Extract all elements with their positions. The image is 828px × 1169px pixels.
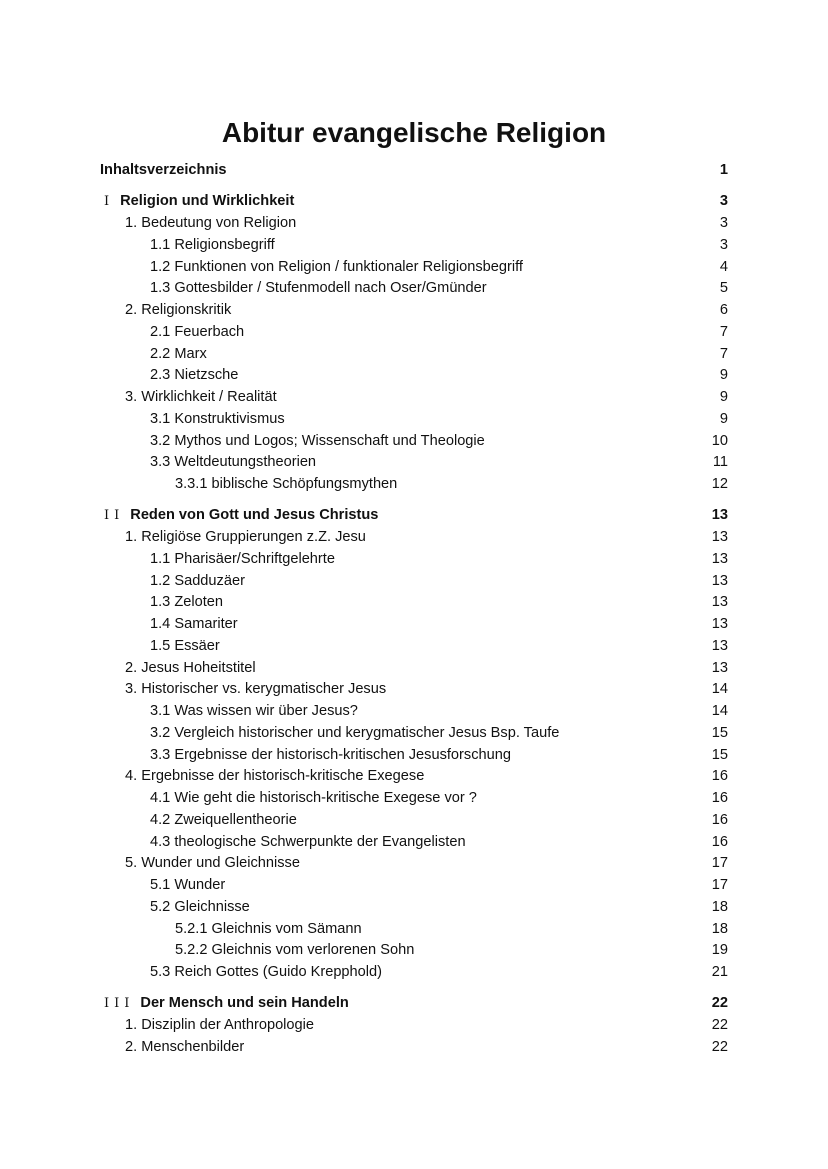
document-title: Abitur evangelische Religion xyxy=(221,116,607,148)
toc-entry[interactable] xyxy=(100,875,728,897)
toc-page-number: 13 xyxy=(711,550,728,567)
toc-entry-label: 3.1 Was wissen wir über Jesus? xyxy=(150,703,358,719)
toc-entry[interactable] xyxy=(100,278,728,300)
toc-entry[interactable] xyxy=(100,636,728,658)
toc-page-number: 9 xyxy=(719,410,728,427)
toc-entry[interactable] xyxy=(100,788,728,810)
toc-entry-label: 4. Ergebnisse der historisch-kritische Exegese xyxy=(125,768,425,785)
toc-entry-label: 1. Disziplin der Anthropologie xyxy=(125,1017,315,1033)
toc-section-heading[interactable] xyxy=(100,191,728,213)
toc-entry[interactable] xyxy=(100,322,728,344)
toc-page-number: 1 xyxy=(719,162,728,178)
toc-page-number: 13 xyxy=(711,529,728,545)
toc-entry[interactable] xyxy=(100,897,728,919)
toc-entry[interactable] xyxy=(100,365,728,387)
toc-page-number: 17 xyxy=(711,855,728,872)
toc-section-heading[interactable] xyxy=(100,505,728,527)
toc-entry-label-wrap xyxy=(150,614,238,636)
toc-entry-label: 3.2 Mythos und Logos; Wissenschaft und Theologie xyxy=(150,432,485,449)
toc-page-number: 17 xyxy=(711,877,728,893)
toc-entry[interactable] xyxy=(100,679,728,701)
toc-entry[interactable] xyxy=(100,962,728,984)
toc-entry-label: 2. Menschenbilder xyxy=(125,1038,245,1055)
toc-page-number: 5 xyxy=(719,280,728,297)
toc-entry-label: 2. Jesus Hoheitstitel xyxy=(125,659,256,676)
toc-entry-label: 5.1 Wunder xyxy=(150,877,226,893)
toc-entry[interactable] xyxy=(100,344,728,366)
toc-page-number: 14 xyxy=(711,703,728,719)
toc-entry-label: 4.1 Wie geht die historisch-kritische Exegese vor ? xyxy=(150,790,477,806)
toc-entry-label-wrap xyxy=(125,1037,244,1059)
toc-page-number: 10 xyxy=(711,432,728,449)
toc-entry-label-wrap xyxy=(150,344,207,366)
toc-page-number: 16 xyxy=(711,768,728,785)
toc-entry[interactable] xyxy=(100,723,728,745)
toc-entry-label-wrap xyxy=(150,701,358,723)
toc-entry-label: 5.2.1 Gleichnis vom Sämann xyxy=(175,920,362,937)
toc-page-number: 13 xyxy=(711,616,728,632)
toc-entry-label: 2.2 Marx xyxy=(150,345,207,362)
toc-entry-label-wrap xyxy=(150,235,275,257)
toc-entry[interactable] xyxy=(100,614,728,636)
toc-page-number: 11 xyxy=(712,454,728,471)
toc-entry-label-wrap xyxy=(150,278,487,300)
toc-page-number: 18 xyxy=(711,920,728,937)
toc-entry-label: 3. Wirklichkeit / Realität xyxy=(125,389,277,405)
toc-heading[interactable] xyxy=(100,160,728,182)
toc-entry-label: 4.3 theologische Schwerpunkte der Evangelisten xyxy=(150,833,466,850)
toc-page-number: 9 xyxy=(719,367,728,384)
toc-entry[interactable] xyxy=(100,853,728,875)
roman-numeral: I xyxy=(104,194,115,210)
toc-page-number: 22 xyxy=(711,995,728,1012)
toc-entry-label: 3.1 Konstruktivismus xyxy=(150,410,285,427)
toc-page-number: 19 xyxy=(711,942,728,959)
toc-entry-label: 1.2 Sadduzäer xyxy=(150,572,245,589)
toc-entry-label: 1.3 Zeloten xyxy=(150,594,224,611)
toc-entry-label: 1.5 Essäer xyxy=(150,637,220,654)
toc-entry-label-wrap xyxy=(150,452,316,474)
roman-numeral: II xyxy=(104,508,125,524)
toc-page-number: 13 xyxy=(711,659,728,676)
toc-entry[interactable] xyxy=(100,766,728,788)
toc-entry-label-wrap xyxy=(150,788,477,810)
toc-page-number: 6 xyxy=(719,302,728,318)
toc-entry-label-wrap xyxy=(125,853,300,875)
toc-entry-label: 3.2 Vergleich historischer und kerygmatischer Jesus Bsp. Taufe xyxy=(150,724,560,741)
toc-entry-label-wrap xyxy=(150,571,245,593)
toc-entry[interactable] xyxy=(100,527,728,549)
toc-page-number: 15 xyxy=(711,746,728,763)
toc-entry-label: Inhaltsverzeichnis xyxy=(100,162,227,178)
toc-section-heading[interactable] xyxy=(100,993,728,1015)
toc-entry-label-wrap xyxy=(150,832,466,854)
toc-page-number: 22 xyxy=(711,1038,728,1055)
toc-entry-label: Reden von Gott und Jesus Christus xyxy=(130,507,379,524)
toc-entry-label-wrap xyxy=(150,897,250,919)
toc-page-number: 12 xyxy=(711,476,728,492)
toc-entry-label: 1.3 Gottesbilder / Stufenmodell nach Oser/Gmünder xyxy=(150,280,487,297)
toc-page-number: 9 xyxy=(719,389,728,405)
toc-entry[interactable] xyxy=(100,701,728,723)
toc-entry-label: 3. Historischer vs. kerygmatischer Jesus xyxy=(125,681,387,698)
toc-entry-label-wrap xyxy=(125,387,277,409)
toc-entry-label-wrap xyxy=(100,160,227,182)
toc-entry-label: 2.3 Nietzsche xyxy=(150,367,239,384)
toc-entry-label-wrap xyxy=(125,1015,314,1037)
table-of-contents xyxy=(100,160,728,1059)
toc-entry[interactable] xyxy=(100,387,728,409)
toc-entry[interactable] xyxy=(100,409,728,431)
toc-entry-label-wrap xyxy=(175,940,414,962)
toc-entry-label: 4.2 Zweiquellentheorie xyxy=(150,811,297,828)
toc-page-number: 15 xyxy=(711,724,728,741)
toc-entry-label: Religion und Wirklichkeit xyxy=(120,193,295,210)
toc-page-number: 16 xyxy=(711,833,728,850)
toc-entry-label-wrap xyxy=(150,962,382,984)
toc-entry-label-wrap xyxy=(175,919,362,941)
toc-page-number: 14 xyxy=(711,681,728,698)
toc-entry-label: 2.1 Feuerbach xyxy=(150,323,245,340)
toc-entry-label-wrap xyxy=(150,810,297,832)
toc-entry-label-wrap xyxy=(150,549,335,571)
toc-entry-label-wrap xyxy=(125,527,366,549)
toc-entry[interactable] xyxy=(100,549,728,571)
toc-page-number: 3 xyxy=(719,215,728,231)
toc-entry-label: 2. Religionskritik xyxy=(125,302,232,318)
toc-page-number: 13 xyxy=(711,572,728,589)
toc-entry-label-wrap xyxy=(104,505,378,527)
toc-entry-label: 3.3.1 biblische Schöpfungsmythen xyxy=(175,476,398,492)
toc-page-number: 13 xyxy=(711,637,728,654)
toc-entry-label: 1.1 Pharisäer/Schriftgelehrte xyxy=(150,550,335,567)
toc-page-number: 18 xyxy=(711,898,728,915)
toc-entry-label-wrap xyxy=(125,679,386,701)
toc-entry[interactable] xyxy=(100,452,728,474)
toc-page-number: 13 xyxy=(711,594,728,611)
toc-entry-label-wrap xyxy=(150,322,244,344)
toc-page-number: 21 xyxy=(711,964,728,980)
toc-entry-label: 5.2 Gleichnisse xyxy=(150,898,250,915)
toc-entry[interactable] xyxy=(100,571,728,593)
toc-entry-label-wrap xyxy=(150,409,285,431)
toc-entry-label: 1.2 Funktionen von Religion / funktionaler Religionsbegriff xyxy=(150,258,523,275)
toc-entry[interactable] xyxy=(100,832,728,854)
toc-entry-label-wrap xyxy=(175,474,397,496)
toc-entry-label: 5.2.2 Gleichnis vom verlorenen Sohn xyxy=(175,942,415,959)
toc-entry[interactable] xyxy=(100,745,728,767)
toc-page-number: 7 xyxy=(719,323,728,340)
toc-page-number: 4 xyxy=(719,258,728,275)
toc-entry-label-wrap xyxy=(104,191,294,213)
toc-entry-label-wrap xyxy=(150,745,511,767)
toc-entry-label-wrap xyxy=(150,636,220,658)
toc-entry[interactable] xyxy=(100,257,728,279)
toc-entry[interactable] xyxy=(100,235,728,257)
toc-page-number: 13 xyxy=(711,507,728,524)
toc-entry-label-wrap xyxy=(150,723,559,745)
toc-entry-label: 1. Religiöse Gruppierungen z.Z. Jesu xyxy=(125,529,366,545)
toc-entry[interactable] xyxy=(100,474,728,496)
toc-entry[interactable] xyxy=(100,300,728,322)
toc-entry-label: 5. Wunder und Gleichnisse xyxy=(125,855,300,872)
toc-entry-label: 5.3 Reich Gottes (Guido Krepphold) xyxy=(150,964,383,980)
toc-entry-label-wrap xyxy=(125,300,231,322)
toc-entry-label-wrap xyxy=(125,766,424,788)
toc-entry[interactable] xyxy=(100,431,728,453)
toc-entry-label-wrap xyxy=(150,875,225,897)
toc-page-number: 16 xyxy=(711,811,728,828)
toc-entry-label: 3.3 Ergebnisse der historisch-kritischen Jesusforschung xyxy=(150,746,511,763)
toc-entry[interactable] xyxy=(100,658,728,680)
toc-entry-label-wrap xyxy=(150,365,238,387)
toc-page-number: 3 xyxy=(719,236,728,253)
roman-numeral: III xyxy=(104,996,135,1012)
toc-entry-label: 1.1 Religionsbegriff xyxy=(150,236,275,253)
toc-page-number: 3 xyxy=(719,193,728,210)
toc-entry-label: Der Mensch und sein Handeln xyxy=(140,995,349,1012)
toc-entry-label-wrap xyxy=(125,658,256,680)
toc-page-number: 22 xyxy=(711,1017,728,1033)
toc-entry[interactable] xyxy=(100,919,728,941)
toc-entry-label: 1. Bedeutung von Religion xyxy=(125,215,297,231)
toc-entry-label-wrap xyxy=(104,993,349,1015)
toc-entry[interactable] xyxy=(100,592,728,614)
toc-entry-label: 1.4 Samariter xyxy=(150,616,238,632)
toc-entry[interactable] xyxy=(100,213,728,235)
toc-entry-label: 3.3 Weltdeutungstheorien xyxy=(150,454,317,471)
toc-entry-label-wrap xyxy=(125,213,296,235)
toc-page-number: 16 xyxy=(711,790,728,806)
toc-entry[interactable] xyxy=(100,1015,728,1037)
toc-entry-label-wrap xyxy=(150,592,223,614)
toc-entry[interactable] xyxy=(100,1037,728,1059)
toc-entry[interactable] xyxy=(100,940,728,962)
toc-entry-label-wrap xyxy=(150,257,523,279)
toc-entry[interactable] xyxy=(100,810,728,832)
toc-page-number: 7 xyxy=(719,345,728,362)
toc-entry-label-wrap xyxy=(150,431,485,453)
